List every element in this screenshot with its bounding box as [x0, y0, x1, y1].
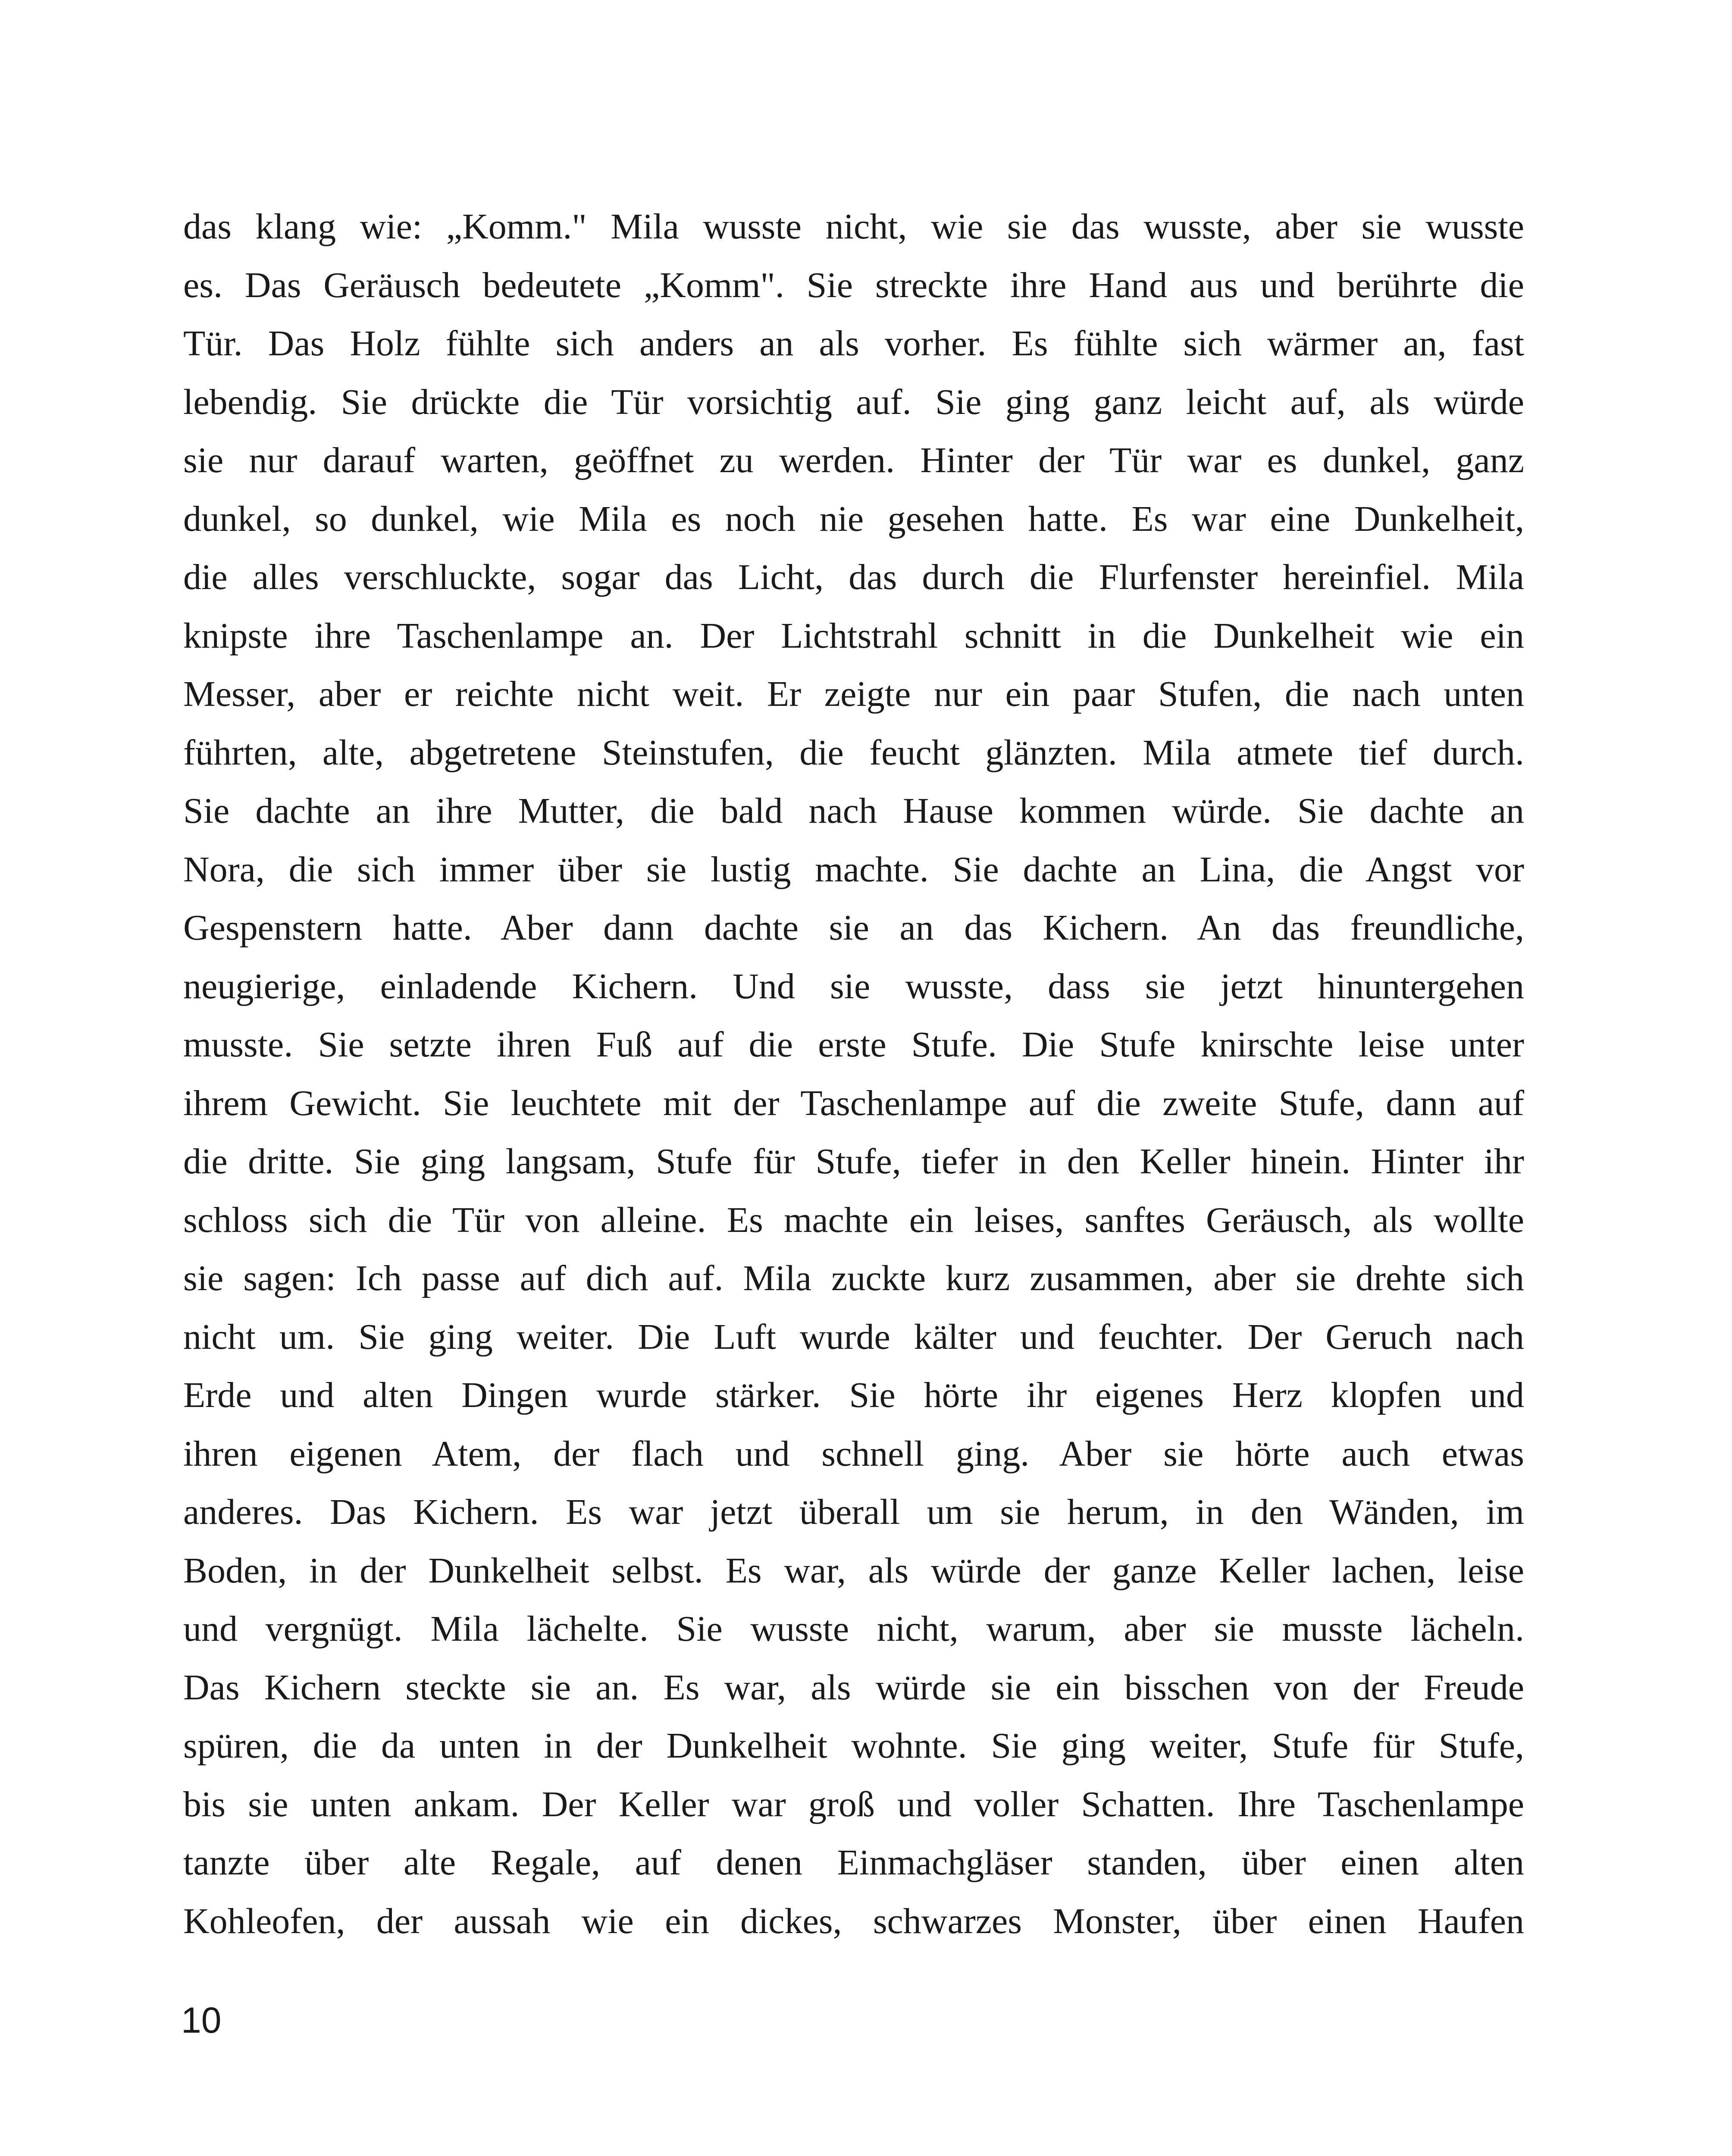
text-line-12: Nora, die sich immer über sie lustig machte. Sie dachte an Lina, die Angst vor	[183, 849, 1524, 890]
text-line-20: nicht um. Sie ging weiter. Die Luft wurde kälter und feuchter. Der Geruch nach	[183, 1316, 1524, 1357]
text-line-22: ihren eigenen Atem, der flach und schnell ging. Aber sie hörte auch etwas	[183, 1433, 1524, 1474]
text-line-17: die dritte. Sie ging langsam, Stufe für Stufe, tiefer in den Keller hinein. Hinter ihr	[183, 1141, 1524, 1181]
text-line-8: knipste ihre Taschenlampe an. Der Lichtstrahl schnitt in die Dunkelheit wie ein	[183, 615, 1524, 656]
text-line-14: neugierige, einladende Kichern. Und sie wusste, dass sie jetzt hinuntergehen	[183, 966, 1524, 1006]
text-line-28: bis sie unten ankam. Der Keller war groß und voller Schatten. Ihre Taschenlampe	[183, 1784, 1524, 1824]
text-line-4: lebendig. Sie drückte die Tür vorsichtig auf. Sie ging ganz leicht auf, als würde	[183, 382, 1524, 422]
text-line-5: sie nur darauf warten, geöffnet zu werden. Hinter der Tür war es dunkel, ganz	[183, 440, 1524, 480]
text-line-1: das klang wie: „Komm." Mila wusste nicht, wie sie das wusste, aber sie wusste	[183, 207, 1524, 247]
text-line-13: Gespenstern hatte. Aber dann dachte sie an das Kichern. An das freundliche,	[183, 908, 1524, 948]
text-line-25: und vergnügt. Mila lächelte. Sie wusste nicht, warum, aber sie musste lächeln.	[183, 1609, 1524, 1649]
page-number: 10	[181, 2000, 222, 2040]
text-line-19: sie sagen: Ich passe auf dich auf. Mila zuckte kurz zusammen, aber sie drehte sich	[183, 1258, 1524, 1298]
text-line-11: Sie dachte an ihre Mutter, die bald nach Hause kommen würde. Sie dachte an	[183, 791, 1524, 831]
text-line-7: die alles verschluckte, sogar das Licht, das durch die Flurfenster hereinfiel. Mila	[183, 557, 1524, 597]
body-text	[183, 197, 1524, 1950]
text-line-6: dunkel, so dunkel, wie Mila es noch nie gesehen hatte. Es war eine Dunkelheit,	[183, 498, 1524, 539]
text-line-2: es. Das Geräusch bedeutete „Komm". Sie streckte ihre Hand aus und berührte die	[183, 265, 1524, 305]
text-line-21: Erde und alten Dingen wurde stärker. Sie hörte ihr eigenes Herz klopfen und	[183, 1375, 1524, 1415]
text-line-23: anderes. Das Kichern. Es war jetzt überall um sie herum, in den Wänden, im	[183, 1492, 1524, 1532]
text-line-18: schloss sich die Tür von alleine. Es machte ein leises, sanftes Geräusch, als wollte	[183, 1200, 1524, 1240]
text-line-27: spüren, die da unten in der Dunkelheit wohnte. Sie ging weiter, Stufe für Stufe,	[183, 1726, 1524, 1766]
text-line-29: tanzte über alte Regale, auf denen Einmachgläser standen, über einen alten	[183, 1843, 1524, 1883]
text-line-16: ihrem Gewicht. Sie leuchtete mit der Taschenlampe auf die zweite Stufe, dann auf	[183, 1083, 1524, 1123]
text-line-9: Messer, aber er reichte nicht weit. Er zeigte nur ein paar Stufen, die nach unten	[183, 674, 1524, 714]
text-line-10: führten, alte, abgetretene Steinstufen, die feucht glänzten. Mila atmete tief durch.	[183, 732, 1524, 773]
text-line-24: Boden, in der Dunkelheit selbst. Es war, als würde der ganze Keller lachen, leise	[183, 1550, 1524, 1591]
text-line-26: Das Kichern steckte sie an. Es war, als würde sie ein bisschen von der Freude	[183, 1667, 1524, 1708]
text-line-30: Kohleofen, der aussah wie ein dickes, schwarzes Monster, über einen Haufen	[183, 1901, 1524, 1941]
text-line-15: musste. Sie setzte ihren Fuß auf die erste Stufe. Die Stufe knirschte leise unter	[183, 1025, 1524, 1065]
text-line-3: Tür. Das Holz fühlte sich anders an als vorher. Es fühlte sich wärmer an, fast	[183, 323, 1524, 364]
